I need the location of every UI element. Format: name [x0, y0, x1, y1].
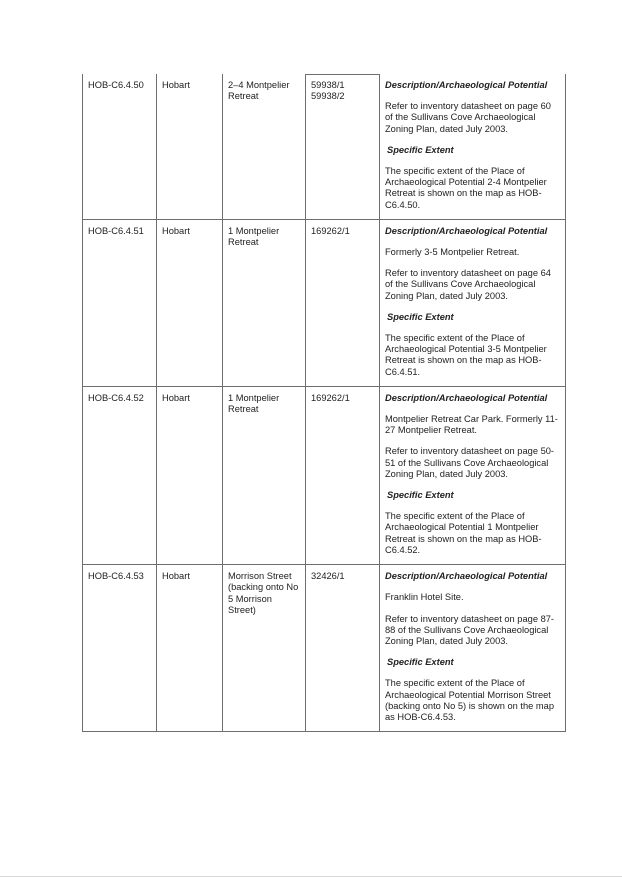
specific-extent-heading: Specific Extent: [387, 490, 454, 501]
description-heading: Description/Archaeological Potential: [385, 80, 548, 90]
title-references: [306, 74, 380, 219]
archaeological-places-table: [82, 74, 566, 732]
title-reference: 59938/1: [311, 80, 345, 90]
description-cell: [380, 74, 566, 219]
suburb: Hobart: [157, 386, 223, 564]
address: Morrison Street (backing onto No 5 Morrison Street): [223, 565, 306, 732]
description-heading: Description/Archaeological Potential: [385, 571, 548, 582]
place-id: HOB-C6.4.50: [83, 74, 157, 219]
description-paragraph: Refer to inventory datasheet on page 87-88 of the Sullivans Cove Archaeological Zoning Plan, dated July 2003.: [385, 613, 555, 646]
page-bottom-divider: [0, 876, 622, 877]
specific-extent-heading: Specific Extent: [387, 657, 454, 668]
specific-extent-heading: Specific Extent: [387, 311, 454, 322]
description-cell: [380, 565, 566, 732]
specific-extent-text: The specific extent of the Place of Archaeological Potential Morrison Street (backing onto No 5) is shown on the map as HOB-C6.4.53.: [385, 678, 554, 722]
specific-extent-text: The specific extent of the Place of Archaeological Potential 2-4 Montpelier Retreat is shown on the map as HOB-C6.4.50.: [385, 166, 547, 210]
place-id: HOB-C6.4.51: [83, 219, 157, 386]
description-paragraph: Franklin Hotel Site.: [385, 592, 464, 603]
title-reference: 169262/1: [311, 225, 350, 236]
address: 1 Montpelier Retreat: [223, 386, 306, 564]
title-reference: 32426/1: [311, 571, 345, 582]
description-heading: Description/Archaeological Potential: [385, 392, 548, 403]
table-row: [83, 219, 566, 386]
description-paragraph: Refer to inventory datasheet on page 60 of the Sullivans Cove Archaeological Zoning Plan, dated July 2003.: [385, 101, 551, 134]
title-reference: 59938/2: [311, 91, 345, 102]
description-paragraph: Refer to inventory datasheet on page 50-51 of the Sullivans Cove Archaeological Zoning Plan, dated July 2003.: [385, 446, 555, 479]
specific-extent-text: The specific extent of the Place of Archaeological Potential 3-5 Montpelier Retreat is shown on the map as HOB-C6.4.51.: [385, 333, 547, 377]
description-heading: Description/Archaeological Potential: [385, 225, 548, 236]
place-id: HOB-C6.4.53: [83, 565, 157, 732]
address: 1 Montpelier Retreat: [223, 219, 306, 386]
suburb: Hobart: [157, 219, 223, 386]
specific-extent-heading: Specific Extent: [387, 144, 454, 155]
description-paragraph: Montpelier Retreat Car Park. Formerly 11-27 Montpelier Retreat.: [385, 414, 558, 436]
description-cell: [380, 219, 566, 386]
title-references: [306, 565, 380, 732]
table-row: [83, 74, 566, 219]
title-references: [306, 386, 380, 564]
suburb: Hobart: [157, 74, 223, 219]
place-id: HOB-C6.4.52: [83, 386, 157, 564]
title-reference: 169262/1: [311, 392, 350, 403]
table-row: [83, 386, 566, 564]
title-references: [306, 219, 380, 386]
table-row: [83, 565, 566, 732]
address: 2–4 Montpelier Retreat: [223, 74, 306, 219]
suburb: Hobart: [157, 565, 223, 732]
description-paragraph: Formerly 3-5 Montpelier Retreat.: [385, 247, 520, 258]
description-cell: [380, 386, 566, 564]
description-paragraph: Refer to inventory datasheet on page 64 of the Sullivans Cove Archaeological Zoning Plan, dated July 2003.: [385, 268, 551, 301]
specific-extent-text: The specific extent of the Place of Archaeological Potential 1 Montpelier Retreat is shown on the map as HOB-C6.4.52.: [385, 511, 542, 555]
